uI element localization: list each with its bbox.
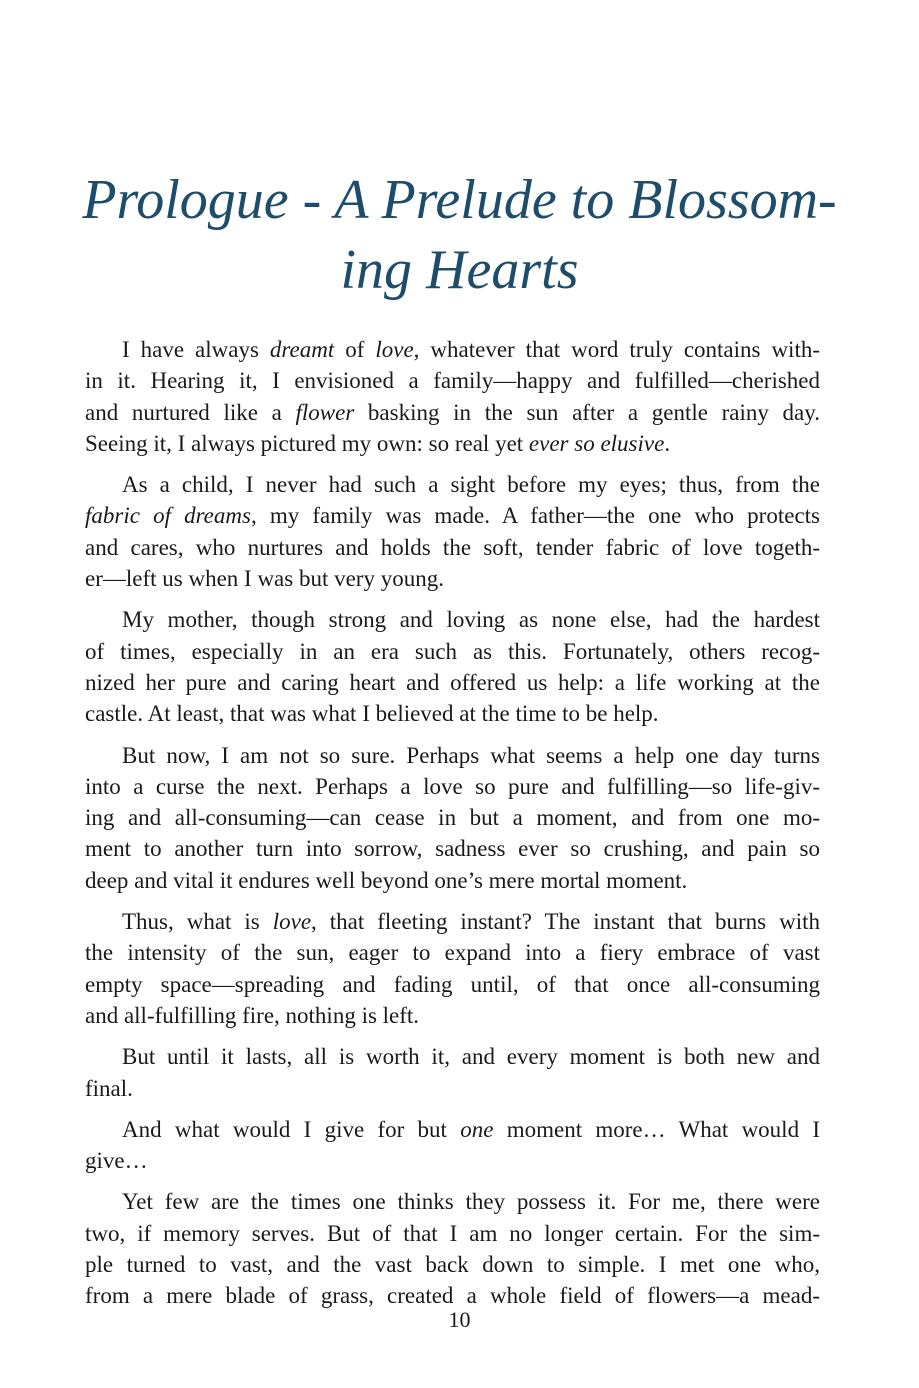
- text-line: [85, 604, 820, 635]
- text-run: in it. Hearing it, I envisioned a family—happy and fulfilled—cherished: [85, 368, 820, 394]
- text-line: [85, 1000, 820, 1031]
- text-line: [85, 1041, 820, 1072]
- text-run: the intensity of the sun, eager to expand into a fiery embrace of vast: [85, 940, 820, 966]
- paragraph: [85, 604, 820, 729]
- text-line: [85, 428, 820, 459]
- paragraph: [85, 906, 820, 1031]
- text-run: from a mere blade of grass, created a whole field of flowers—a mead-: [85, 1283, 820, 1309]
- text-run: .: [664, 430, 671, 456]
- text-run: give…: [85, 1148, 148, 1174]
- italic-text: one: [460, 1116, 494, 1142]
- text-line: [85, 532, 820, 563]
- text-line: [85, 1186, 820, 1217]
- text-run: basking in the sun after a gentle rainy day.: [354, 399, 820, 425]
- text-run: two, if memory serves. But of that I am no longer certain. For the sim-: [85, 1220, 820, 1246]
- text-line: [85, 771, 820, 802]
- text-line: [85, 563, 820, 594]
- text-run: Yet few are the times one thinks they possess it. For me, there were: [122, 1189, 820, 1215]
- text-run: But until it lasts, all is worth it, and every moment is both new and: [122, 1044, 820, 1070]
- paragraph: [85, 740, 820, 896]
- text-run: And what would I give for but: [122, 1116, 461, 1142]
- text-line: [85, 365, 820, 396]
- text-run: But now, I am not so sure. Perhaps what seems a help one day turns: [122, 742, 820, 768]
- text-line: [85, 667, 820, 698]
- body-text: [85, 334, 820, 1322]
- paragraph: [85, 1114, 820, 1177]
- text-run: ple turned to vast, and the vast back down to simple. I met one who,: [85, 1252, 820, 1278]
- text-run: , my family was made. A father—the one who protects: [250, 503, 820, 529]
- italic-text: love: [375, 337, 414, 362]
- text-run: Thus, what is: [122, 909, 273, 935]
- chapter-title-line-1: Prologue - A Prelude to Blossom-: [82, 169, 837, 231]
- text-line: [85, 937, 820, 968]
- text-line: [85, 1114, 820, 1145]
- paragraph: [85, 469, 820, 594]
- text-line: [85, 636, 820, 667]
- text-line: [85, 802, 820, 833]
- paragraph: [85, 334, 820, 459]
- text-line: [85, 500, 820, 531]
- italic-text: love: [272, 909, 312, 935]
- text-run: and cares, who nurtures and holds the soft, tender fabric of love togeth-: [85, 534, 820, 560]
- text-run: Seeing it, I always pictured my own: so real yet: [85, 430, 529, 456]
- paragraph: [85, 1186, 820, 1311]
- text-run: castle. At least, that was what I believed at the time to be help.: [85, 701, 659, 727]
- text-run: nized her pure and caring heart and offered us help: a life working at the: [85, 669, 820, 695]
- text-line: [85, 833, 820, 864]
- text-line: [85, 469, 820, 500]
- text-run: moment more… What would I: [493, 1116, 820, 1142]
- text-line: [85, 698, 820, 729]
- text-line: [85, 906, 820, 937]
- text-line: [85, 1073, 820, 1104]
- text-line: [85, 740, 820, 771]
- text-run: As a child, I never had such a sight before my eyes; thus, from the: [122, 472, 820, 498]
- text-run: final.: [85, 1075, 133, 1101]
- text-run: , whatever that word truly contains with-: [413, 337, 820, 362]
- italic-text: fabric of dreams: [85, 503, 251, 529]
- text-line: [85, 334, 820, 365]
- text-run: and all-fulfilling fire, nothing is left.: [85, 1002, 420, 1028]
- paragraph: [85, 1041, 820, 1104]
- text-line: [85, 397, 820, 428]
- text-run: deep and vital it endures well beyond one’s mere mortal moment.: [85, 867, 688, 893]
- text-line: [85, 969, 820, 1000]
- text-line: [85, 1249, 820, 1280]
- text-run: empty space—spreading and fading until, of that once all-consuming: [85, 971, 820, 997]
- text-line: [85, 865, 820, 896]
- text-line: [85, 1218, 820, 1249]
- text-run: of times, especially in an era such as this. Fortunately, others recog-: [85, 638, 820, 664]
- text-run: into a curse the next. Perhaps a love so pure and fulfilling—so life-giv-: [85, 773, 820, 799]
- page-number: 10: [448, 1307, 471, 1332]
- text-run: ing and all-consuming—can cease in but a moment, and from one mo-: [85, 805, 820, 831]
- text-run: of: [334, 337, 376, 362]
- text-run: I have always: [122, 337, 270, 362]
- text-run: ment to another turn into sorrow, sadness ever so crushing, and pain so: [85, 836, 820, 862]
- italic-text: flower: [295, 399, 355, 425]
- text-line: [85, 1145, 820, 1176]
- chapter-title-line-2: ing Hearts: [340, 239, 579, 301]
- italic-text: dreamt: [269, 337, 335, 362]
- italic-text: ever so elusive: [528, 430, 665, 456]
- text-run: er—left us when I was but very young.: [85, 566, 444, 592]
- text-run: , that fleeting instant? The instant that burns with: [311, 909, 820, 935]
- text-run: and nurtured like a: [85, 399, 296, 425]
- text-run: My mother, though strong and loving as none else, had the hardest: [122, 607, 820, 633]
